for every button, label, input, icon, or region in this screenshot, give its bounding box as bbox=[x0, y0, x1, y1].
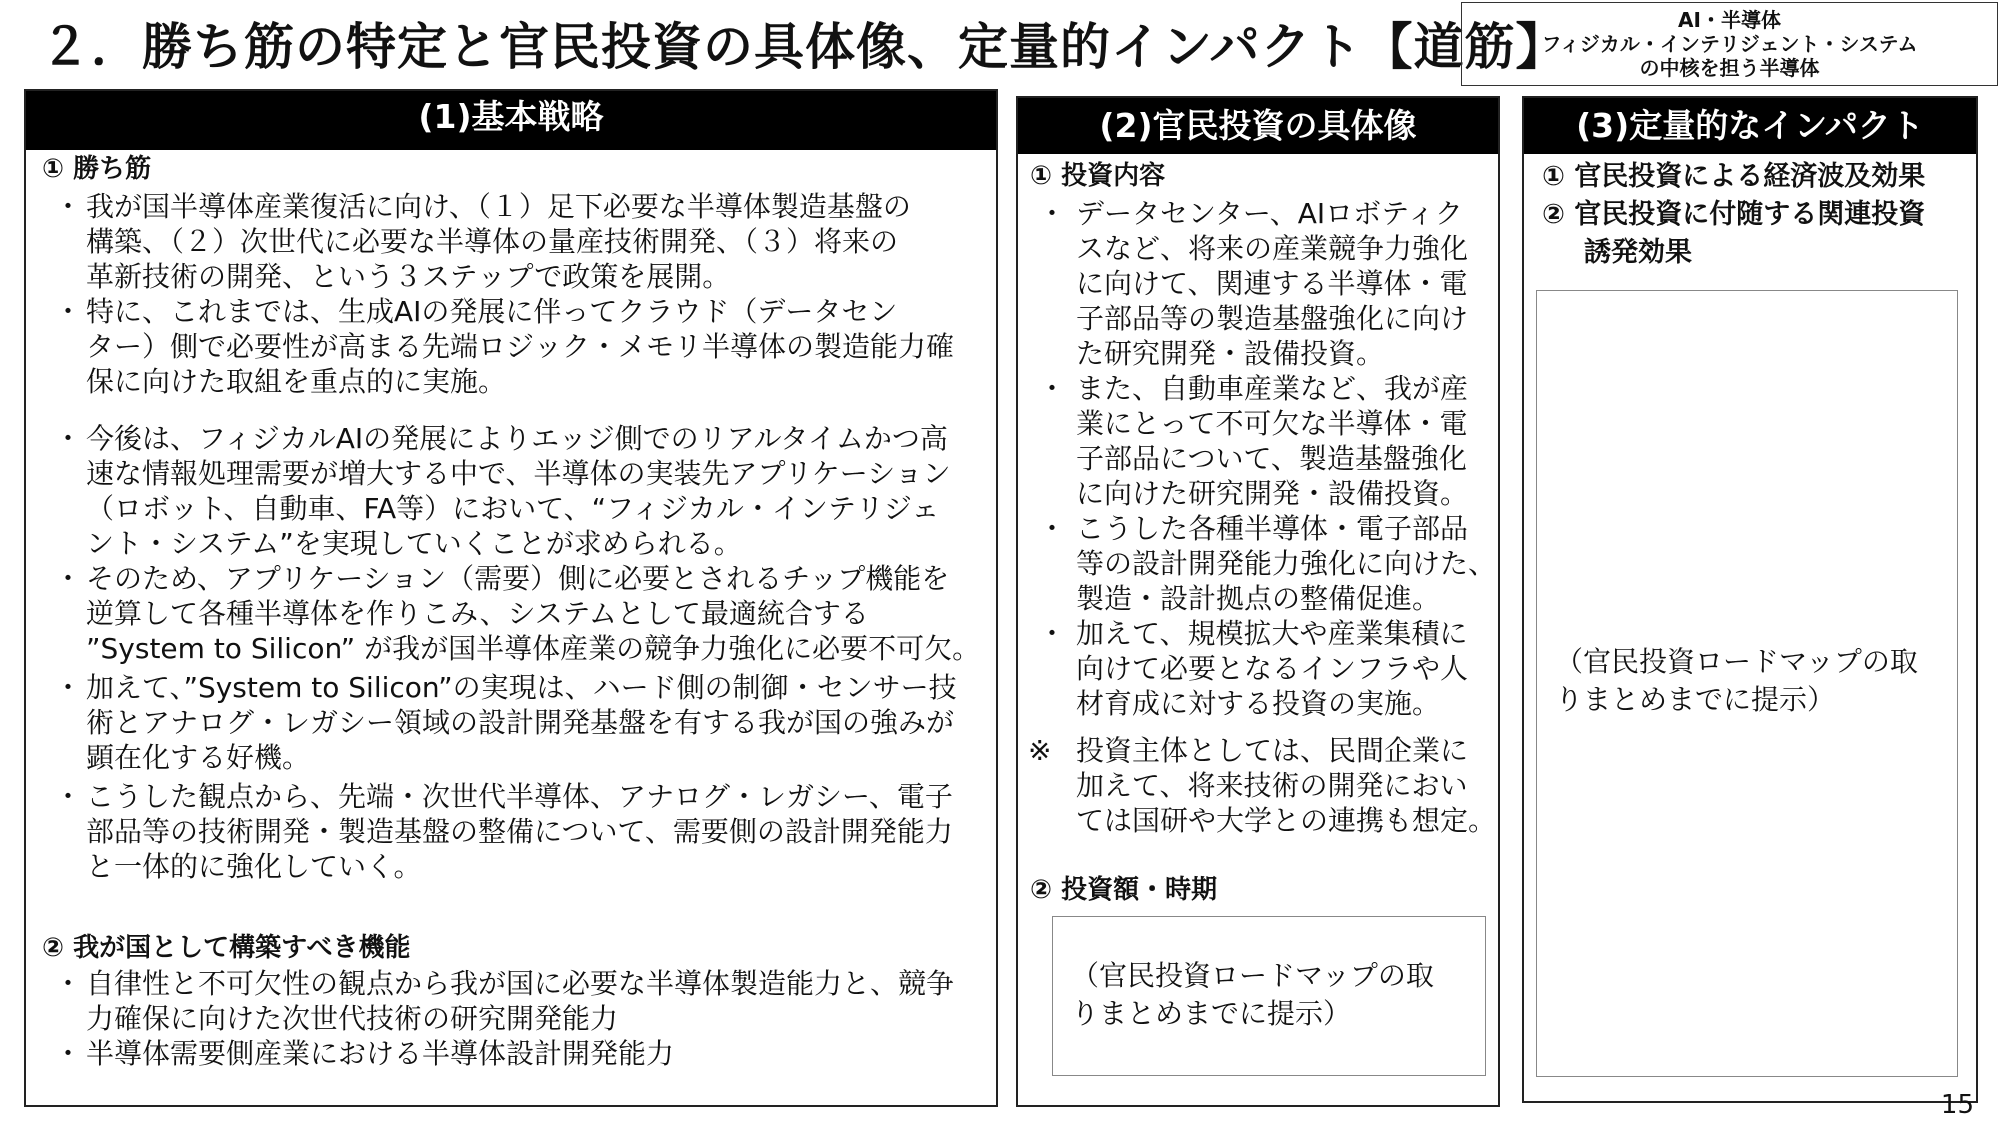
winning-strategy-heading: ① 勝ち筋 bbox=[42, 154, 152, 184]
amount-timing-box: （官民投資ロードマップの取 りまとめまでに提示） bbox=[1052, 916, 1486, 1076]
strategy-bullet-3: ・ 今後は、フィジカルAIの発展によりエッジ側でのリアルタイムかつ高 速な情報処理需要が増大する中で、半導体の実装先アプリケーション （ロボット、自動車、FA等）において、“フィジカル・インテリジェ ント・システム”を実現していくことが求められる。 bbox=[54, 422, 951, 560]
investment-bullet-4: ・ 加えて、規模拡大や産業集積に 向けて必要となるインフラや人 材育成に対する投資の実施。 bbox=[1038, 617, 1469, 720]
investment-bullet-3: ・ こうした各種半導体・電子部品 等の設計開発能力強化に向けた、 製造・設計拠点の整備促進。 bbox=[1038, 512, 1497, 615]
impact-placeholder-box: （官民投資ロードマップの取 りまとめまでに提示） bbox=[1536, 290, 1958, 1077]
theme-line-2: フィジカル・インテリジェント・システム bbox=[1541, 32, 1918, 56]
investment-header: (2)官民投資の具体像 bbox=[1018, 98, 1498, 154]
impact-header: (3)定量的なインパクト bbox=[1524, 98, 1976, 154]
investment-note: ※ 投資主体としては、民間企業に 加えて、将来技術の開発におい ては国研や大学との連携も想定。 bbox=[1028, 734, 1497, 837]
function-bullet-1: ・ 自律性と不可欠性の観点から我が国に必要な半導体製造能力と、競争 力確保に向けた次世代技術の研究開発能力 bbox=[54, 967, 955, 1035]
basic-strategy-panel bbox=[24, 89, 998, 1107]
strategy-bullet-1: ・ 我が国半導体産業復活に向け、（１）足下必要な半導体製造基盤の 構築、（２）次世代に必要な半導体の量産技術開発、（３）将来の 革新技術の開発、という３ステップで政策を展開。 bbox=[54, 190, 911, 293]
investment-bullet-1: ・ データセンター、AIロボティク スなど、将来の産業競争力強化 に向けて、関連する半導体・電 子部品等の製造基盤強化に向け た研究開発・設備投資。 bbox=[1038, 197, 1469, 370]
induced-investment-item: ② 官民投資に付随する関連投資 誘発効果 bbox=[1542, 199, 1926, 268]
strategy-bullet-2: ・ 特に、これまでは、生成AIの発展に伴ってクラウド（データセン ター）側で必要性が高まる先端ロジック・メモリ半導体の製造能力確 保に向けた取組を重点的に実施。 bbox=[54, 295, 955, 398]
strategy-bullet-4: ・ そのため、アプリケーション（需要）側に必要とされるチップ機能を 逆算して各種半導体を作りこみ、システムとして最適統合する ”System to Silicon” が我が国半導体産業の競争力強化に必要不可欠。 bbox=[54, 562, 981, 665]
basic-strategy-header: (1)基本戦略 bbox=[26, 91, 996, 150]
investment-content-heading: ① 投資内容 bbox=[1030, 161, 1166, 191]
amount-timing-heading: ② 投資額・時期 bbox=[1030, 875, 1218, 905]
required-functions-heading: ② 我が国として構築すべき機能 bbox=[42, 933, 411, 963]
impact-content bbox=[1542, 156, 1972, 272]
theme-line-3: の中核を担う半導体 bbox=[1639, 56, 1820, 80]
function-bullet-2: ・ 半導体需要側産業における半導体設計開発能力 bbox=[54, 1037, 675, 1070]
economic-ripple-item: ① 官民投資による経済波及効果 bbox=[1542, 161, 1926, 192]
basic-strategy-content bbox=[42, 151, 982, 1071]
investment-content bbox=[1028, 156, 1497, 908]
page-number: 15 bbox=[1940, 1090, 1974, 1120]
public-private-investment-panel bbox=[1016, 96, 1500, 1107]
strategy-bullet-6: ・ こうした観点から、先端・次世代半導体、アナログ・レガシー、電子 部品等の技術開発・製造基盤の整備について、需要側の設計開発能力 と一体的に強化していく。 bbox=[54, 780, 953, 883]
page-title: ２．勝ち筋の特定と官民投資の具体像、定量的インパクト【道筋】 bbox=[40, 18, 1567, 76]
quantitative-impact-panel bbox=[1522, 96, 1978, 1103]
theme-label-box bbox=[1461, 2, 1998, 86]
strategy-bullet-5: ・ 加えて、”System to Silicon”の実現は、ハード側の制御・センサー技 術とアナログ・レガシー領域の設計開発基盤を有する我が国の強みが 顕在化する好機。 bbox=[54, 671, 957, 774]
theme-line-1: AI・半導体 bbox=[1678, 8, 1781, 32]
investment-bullet-2: ・ また、自動車産業など、我が産 業にとって不可欠な半導体・電 子部品について、製造基盤強化 に向けた研究開発・設備投資。 bbox=[1038, 372, 1469, 510]
